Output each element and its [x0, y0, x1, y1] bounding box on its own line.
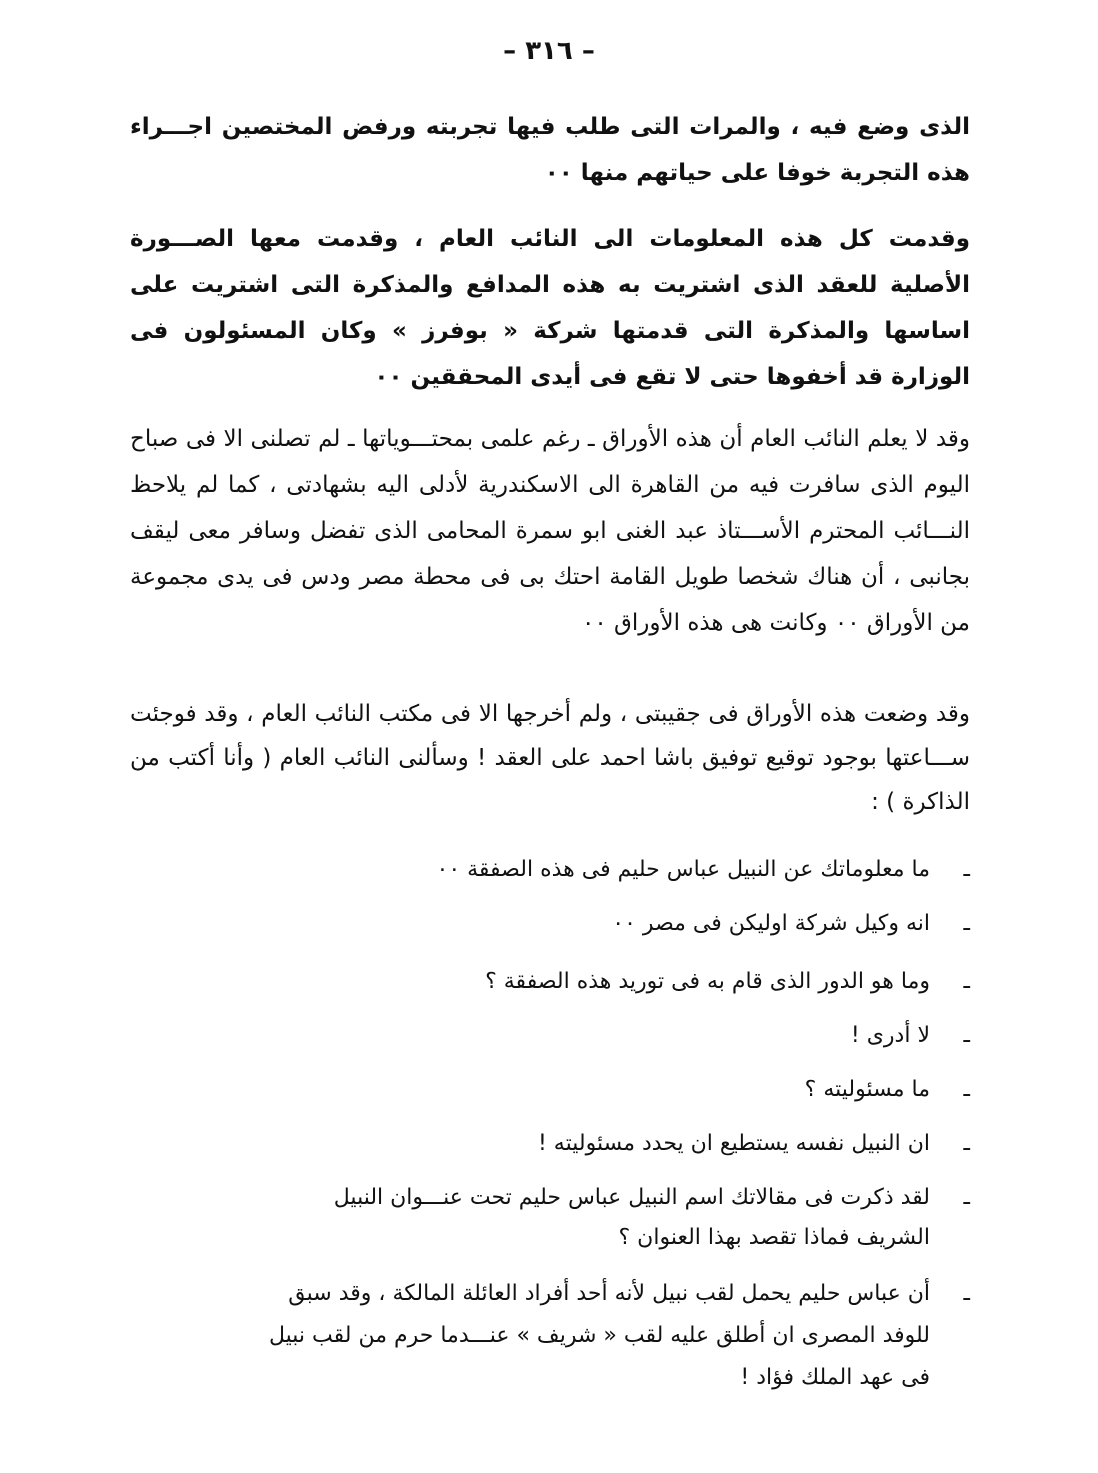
paragraph-3: وقد لا يعلم النائب العام أن هذه الأوراق ـ رغم علمى بمحتـــوياتها ـ لم تصلنى الا فى صباح اليوم الذى سافرت فيه من القاهرة الى الاسكندرية لأدلى اليه بشهادتى ، كما لم يلاحظ النـــائب المحترم الأســـتاذ عبد الغنى ابو سمرة المحامى الذى تفضل وسافر معى ليقف بجانبى ، أن هناك شخصا طويل القامة احتك بى فى محطة مصر ودس فى يدى مجموعة من الأوراق ٠٠ وكانت هى هذه الأوراق ٠٠ [130, 426, 970, 636]
dialogue-dash: ـ [963, 1185, 970, 1210]
dialogue-dash: ـ [963, 857, 970, 882]
dialogue-dash: ـ [963, 1131, 970, 1156]
dialogue-line-8-cont-2: فى عهد الملك فؤاد ! [740, 1365, 930, 1390]
dialogue-text: ان النبيل نفسه يستطيع ان يحدد مسئوليته ! [537, 1131, 930, 1156]
dialogue-dash: ـ [963, 1077, 970, 1102]
dialogue-text: أن عباس حليم يحمل لقب نبيل لأنه أحد أفراد العائلة المالكة ، وقد سبق [288, 1281, 930, 1306]
dialogue-line-7-cont: الشريف فماذا تقصد بهذا العنوان ؟ [618, 1225, 930, 1250]
paragraph-2: وقدمت كل هذه المعلومات الى النائب العام ، وقدمت معها الصـــورة الأصلية للعقد الذى اشتريت به هذه المدافع والمذكرة التى اشتريت على اساسها والمذكرة التى قدمتها شركة « بوفرز » وكان المسئولون فى الوزارة قد أخفوها حتى لا تقع فى أيدى المحققين ٠٠ [130, 226, 970, 390]
dialogue-line-1 [130, 848, 970, 891]
dialogue-text: وما هو الدور الذى قام به فى توريد هذه الصفقة ؟ [485, 969, 930, 994]
dialogue-text: لا أدرى ! [850, 1023, 930, 1048]
dialogue-line-2 [130, 902, 970, 945]
dialogue-line-8 [130, 1272, 970, 1315]
page-number: – ٣١٦ – [503, 36, 595, 66]
paragraph-4: وقد وضعت هذه الأوراق فى جقيبتى ، ولم أخرجها الا فى مكتب النائب العام ، وقد فوجئت ســـاعتها بوجود توقيع توفيق باشا احمد على العقد ! وسألنى النائب العام ( وأنا أكتب من الذاكرة ) : [130, 701, 970, 815]
dialogue-dash: ـ [963, 1281, 970, 1306]
dialogue-text: ما معلوماتك عن النبيل عباس حليم فى هذه الصفقة ٠٠ [436, 857, 930, 882]
dialogue-text: ما مسئوليته ؟ [804, 1077, 930, 1102]
dialogue-line-5 [130, 1068, 970, 1111]
dialogue-block [130, 848, 970, 1408]
dialogue-line-7 [130, 1176, 970, 1219]
paragraph-1: الذى وضع فيه ، والمرات التى طلب فيها تجربته ورفض المختصين اجـــراء هذه التجربة خوفا على حياتهم منها ٠٠ [130, 114, 970, 186]
dialogue-line-3 [130, 960, 970, 1003]
dialogue-text: انه وكيل شركة اوليكن فى مصر ٠٠ [612, 911, 930, 936]
dialogue-line-4 [130, 1014, 970, 1057]
dialogue-dash: ـ [963, 969, 970, 994]
dialogue-text: لقد ذكرت فى مقالاتك اسم النبيل عباس حليم تحت عنـــوان النبيل [333, 1185, 930, 1210]
dialogue-dash: ـ [963, 1023, 970, 1048]
dialogue-dash: ـ [963, 911, 970, 936]
dialogue-line-8-cont-1: للوفد المصرى ان أطلق عليه لقب « شريف » عنـــدما حرم من لقب نبيل [268, 1323, 930, 1348]
dialogue-line-6 [130, 1122, 970, 1165]
